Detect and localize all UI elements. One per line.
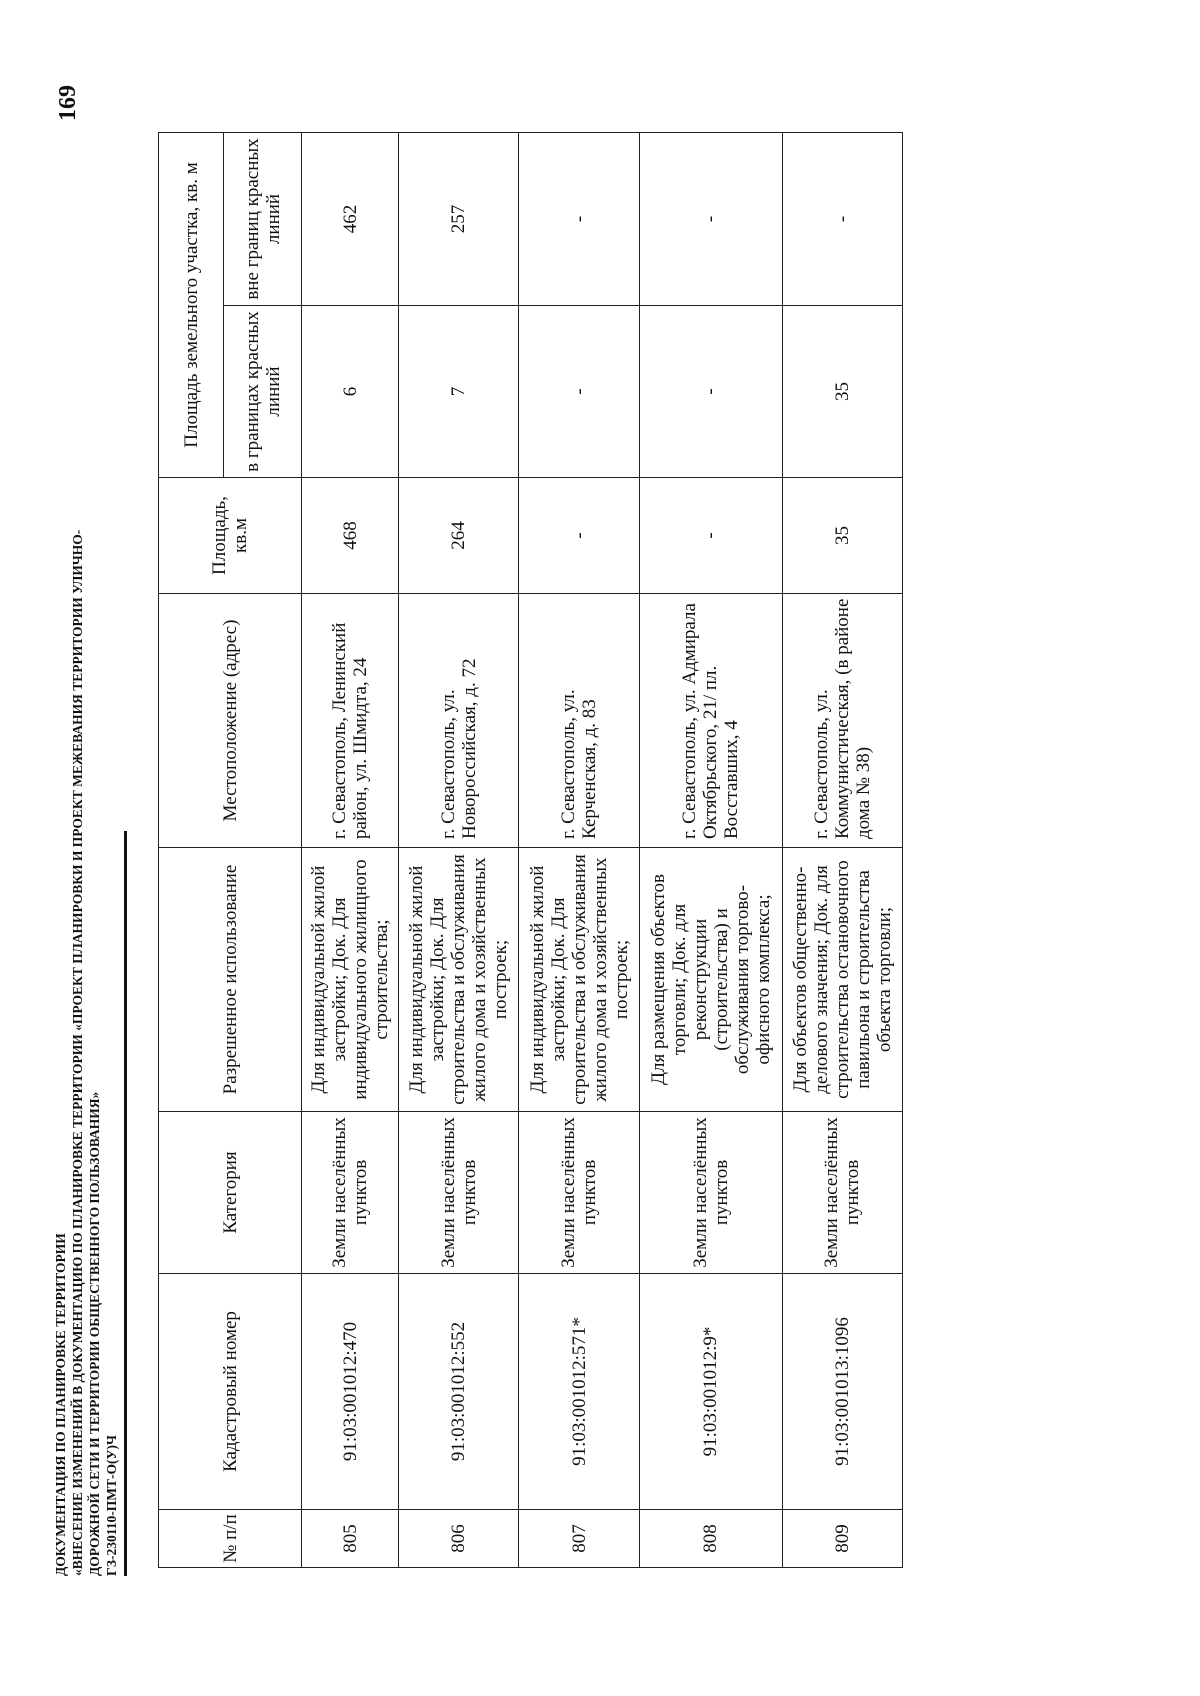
cell-cadastral: 91:03:001012:9*	[639, 1274, 782, 1510]
header-use: Разрешенное использование	[159, 848, 302, 1112]
cell-category: Земли населённых пунктов	[519, 1112, 639, 1274]
cell-outside: -	[639, 133, 782, 306]
cell-num: 806	[399, 1510, 519, 1568]
cell-num: 807	[519, 1510, 639, 1568]
cell-num: 805	[302, 1510, 399, 1568]
cell-category: Земли населённых пунктов	[639, 1112, 782, 1274]
cell-outside: -	[782, 133, 902, 306]
cell-inside: -	[519, 306, 639, 478]
cell-area: 35	[782, 478, 902, 594]
cell-area: 264	[399, 478, 519, 594]
land-plots-table	[158, 132, 903, 1568]
cell-outside: -	[519, 133, 639, 306]
cell-address: г. Севастополь, ул. Адмирала Октябрьского, 21/ пл. Восставших, 4	[639, 594, 782, 848]
header-cadastral: Кадастровый номер	[159, 1274, 302, 1510]
table-row	[782, 133, 902, 1568]
cell-cadastral: 91:03:001012:470	[302, 1274, 399, 1510]
cell-use: Для объектов общественно-делового значения; Док. для строительства остановочного павильона и строительства объекта торговли;	[782, 848, 902, 1112]
table-row	[519, 133, 639, 1568]
header-area: Площадь, кв.м	[159, 478, 302, 594]
cell-category: Земли населённых пунктов	[399, 1112, 519, 1274]
cell-use: Для индивидуальной жилой застройки; Док. Для строительства и обслуживания жилого дома и хозяйственных построек;	[519, 848, 639, 1112]
cell-cadastral: 91:03:001012:552	[399, 1274, 519, 1510]
cell-outside: 257	[399, 133, 519, 306]
cell-category: Земли населённых пунктов	[782, 1112, 902, 1274]
document-header	[52, 529, 120, 1576]
header-land-area: Площадь земельного участка, кв. м	[159, 133, 224, 478]
cell-address: г. Севастополь, ул. Коммунистическая, (в районе дома № 38)	[782, 594, 902, 848]
header-line: ДОКУМЕНТАЦИЯ ПО ПЛАНИРОВКЕ ТЕРРИТОРИИ	[53, 1233, 68, 1576]
cell-inside: 35	[782, 306, 902, 478]
cell-address: г. Севастополь, ул. Керченская, д. 83	[519, 594, 639, 848]
cell-address: г. Севастополь, ул. Новороссийская, д. 72	[399, 594, 519, 848]
table-row	[399, 133, 519, 1568]
cell-area: -	[639, 478, 782, 594]
cell-use: Для индивидуальной жилой застройки; Док. Для индивидуального жилищного строительства;	[302, 848, 399, 1112]
cell-cadastral: 91:03:001013:1096	[782, 1274, 902, 1510]
header-inside-red-lines: в границах красных линий	[224, 306, 302, 478]
page-number: 169	[55, 85, 81, 121]
cell-use: Для размещения объектов торговли; Док. для реконструкции (строительства) и обслуживания торгово-офисного комплекса;	[639, 848, 782, 1112]
cell-cadastral: 91:03:001012:571*	[519, 1274, 639, 1510]
cell-category: Земли населённых пунктов	[302, 1112, 399, 1274]
header-line: ДОРОЖНОЙ СЕТИ И ТЕРРИТОРИИ ОБЩЕСТВЕННОГО ПОЛЬЗОВАНИЯ»	[87, 1091, 102, 1576]
cell-num: 809	[782, 1510, 902, 1568]
cell-inside: 6	[302, 306, 399, 478]
table-row	[639, 133, 782, 1568]
header-num: № п/п	[159, 1510, 302, 1568]
header-address: Местоположение (адрес)	[159, 594, 302, 848]
cell-use: Для индивидуальной жилой застройки; Док. Для строительства и обслуживания жилого дома и хозяйственных построек;	[399, 848, 519, 1112]
cell-num: 808	[639, 1510, 782, 1568]
table-row	[302, 133, 399, 1568]
cell-area: -	[519, 478, 639, 594]
header-category: Категория	[159, 1112, 302, 1274]
header-outside-red-lines: вне границ красных линий	[224, 133, 302, 306]
cell-address: г. Севастополь, Ленинский район, ул. Шмидта, 24	[302, 594, 399, 848]
header-rule	[124, 831, 127, 1576]
cell-inside: 7	[399, 306, 519, 478]
cell-area: 468	[302, 478, 399, 594]
header-line: «ВНЕСЕНИЕ ИЗМЕНЕНИЙ В ДОКУМЕНТАЦИЮ ПО ПЛАНИРОВКЕ ТЕРРИТОРИИ «ПРОЕКТ ПЛАНИРОВКИ И ПРОЕКТ МЕЖЕВАНИЯ ТЕРРИТОРИИ УЛИЧНО-	[70, 529, 85, 1576]
cell-inside: -	[639, 306, 782, 478]
header-line: ГЗ-230110-ПМТ-О(У)Ч	[104, 1435, 119, 1576]
cell-outside: 462	[302, 133, 399, 306]
